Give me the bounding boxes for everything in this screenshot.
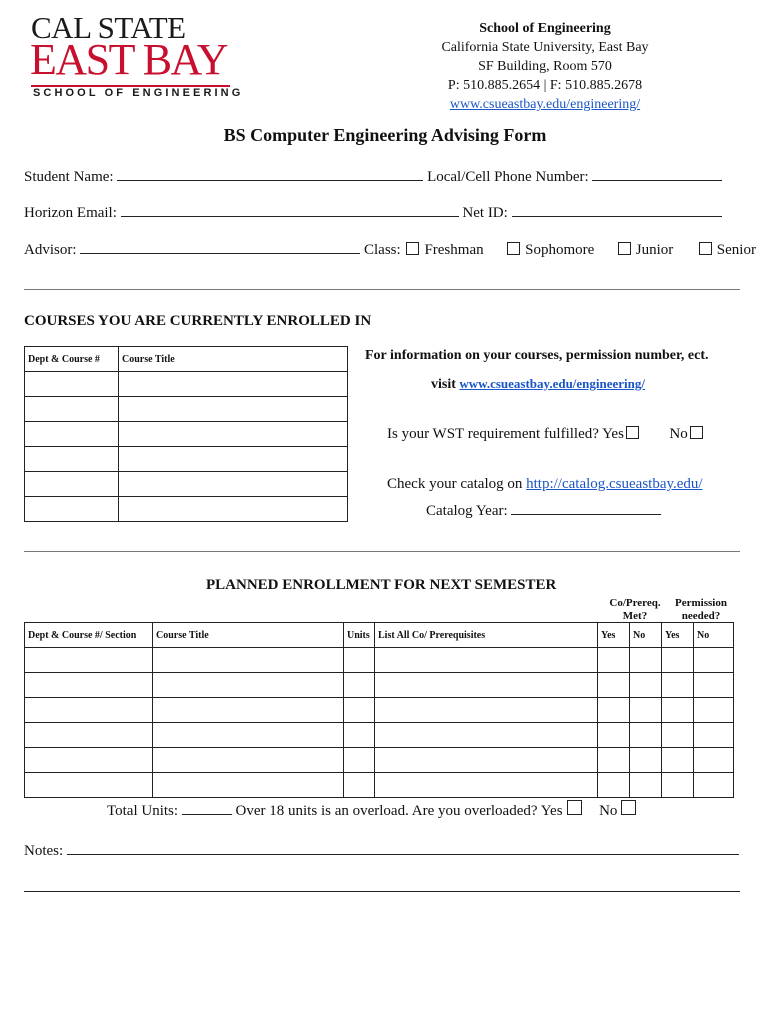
- table-cell[interactable]: [119, 497, 348, 522]
- table-cell[interactable]: [598, 748, 630, 773]
- catalog-year-row: [426, 500, 661, 520]
- logo-school: SCHOOL OF ENGINEERING: [33, 87, 244, 99]
- form-title: BS Computer Engineering Advising Form: [223, 125, 547, 145]
- catalog-row: [387, 476, 703, 493]
- table-cell[interactable]: [25, 698, 153, 723]
- overload-question: Over 18 units is an overload. Are you overloaded? Yes: [235, 803, 563, 819]
- table-cell[interactable]: [598, 773, 630, 798]
- table-cell[interactable]: [630, 723, 662, 748]
- col-course-title: Course Title: [119, 347, 348, 372]
- table-cell[interactable]: [25, 447, 119, 472]
- net-id-field[interactable]: [512, 202, 722, 217]
- table-cell[interactable]: [694, 673, 734, 698]
- table-cell[interactable]: [630, 748, 662, 773]
- coprereq-header: Co/Prereq. Met?: [609, 597, 661, 622]
- planned-heading: PLANNED ENROLLMENT FOR NEXT SEMESTER: [206, 577, 557, 593]
- permission-header: Permission needed?: [675, 597, 727, 622]
- wst-question: Is your WST requirement fulfilled?: [387, 426, 599, 442]
- catalog-label: Check your catalog on: [387, 476, 523, 492]
- table-cell[interactable]: [25, 648, 153, 673]
- col-coprereq-yes: Yes: [598, 623, 630, 648]
- table-cell[interactable]: [344, 773, 375, 798]
- contact-address: SF Building, Room 570: [478, 59, 612, 74]
- total-units-field[interactable]: [182, 800, 232, 815]
- info-courses: For information on your courses, permission number, ect.: [365, 348, 709, 363]
- email-row: [24, 202, 722, 222]
- contact-phone: P: 510.885.2654 | F: 510.885.2678: [447, 78, 643, 93]
- table-cell[interactable]: [694, 773, 734, 798]
- student-name-row: [24, 166, 722, 186]
- table-cell[interactable]: [344, 648, 375, 673]
- table-cell[interactable]: [344, 748, 375, 773]
- contact-block: [410, 19, 680, 114]
- table-cell[interactable]: [25, 673, 153, 698]
- table-cell[interactable]: [119, 397, 348, 422]
- sophomore-label: Sophomore: [525, 242, 595, 258]
- catalog-year-field[interactable]: [511, 500, 661, 515]
- current-courses-heading: COURSES YOU ARE CURRENTLY ENROLLED IN: [24, 313, 372, 329]
- table-cell[interactable]: [25, 372, 119, 397]
- table-cell[interactable]: [662, 723, 694, 748]
- table-cell[interactable]: [662, 648, 694, 673]
- col-course-title: Course Title: [153, 623, 344, 648]
- wst-no-checkbox[interactable]: [690, 426, 703, 439]
- planned-table: [24, 622, 734, 798]
- table-cell[interactable]: [662, 673, 694, 698]
- notes-row: [24, 840, 739, 860]
- net-id-label: Net ID:: [462, 205, 508, 221]
- table-cell[interactable]: [25, 773, 153, 798]
- table-cell[interactable]: [375, 773, 598, 798]
- info-visit: [431, 376, 645, 393]
- contact-link[interactable]: www.csueastbay.edu/engineering/: [449, 97, 641, 112]
- col-coprereq-no: No: [630, 623, 662, 648]
- phone-label: Local/Cell Phone Number:: [427, 169, 589, 185]
- logo-east-bay: EAST BAY: [30, 35, 228, 84]
- table-cell[interactable]: [375, 748, 598, 773]
- table-cell[interactable]: [25, 748, 153, 773]
- notes-label: Notes:: [24, 843, 64, 859]
- senior-label: Senior: [716, 242, 756, 258]
- contact-title: School of Engineering: [479, 21, 611, 36]
- divider: [24, 551, 740, 552]
- info-visit-link[interactable]: www.csueastbay.edu/engineering/: [459, 376, 646, 391]
- table-cell[interactable]: [694, 698, 734, 723]
- table-cell[interactable]: [694, 648, 734, 673]
- table-cell[interactable]: [25, 422, 119, 447]
- table-cell[interactable]: [598, 673, 630, 698]
- table-cell[interactable]: [25, 472, 119, 497]
- table-cell[interactable]: [344, 698, 375, 723]
- table-cell[interactable]: [630, 698, 662, 723]
- table-cell[interactable]: [662, 773, 694, 798]
- col-permission-no: No: [694, 623, 734, 648]
- catalog-year-label: Catalog Year:: [426, 503, 508, 519]
- table-cell[interactable]: [375, 673, 598, 698]
- table-cell[interactable]: [153, 773, 344, 798]
- table-cell[interactable]: [630, 773, 662, 798]
- divider: [24, 289, 740, 290]
- total-units-label: Total Units:: [107, 803, 179, 819]
- notes-line[interactable]: [24, 891, 740, 892]
- table-cell[interactable]: [119, 372, 348, 397]
- table-cell[interactable]: [598, 698, 630, 723]
- overload-yes-checkbox[interactable]: [567, 800, 582, 815]
- table-cell[interactable]: [153, 648, 344, 673]
- table-cell[interactable]: [694, 748, 734, 773]
- catalog-link[interactable]: http://catalog.csueastbay.edu/: [526, 476, 703, 492]
- advisor-row: [24, 239, 756, 259]
- email-label: Horizon Email:: [24, 205, 117, 221]
- col-dept-course: Dept & Course #: [25, 347, 119, 372]
- email-field[interactable]: [121, 202, 459, 217]
- table-cell[interactable]: [25, 723, 153, 748]
- wst-yes-checkbox[interactable]: [626, 426, 639, 439]
- student-name-field[interactable]: [117, 166, 423, 181]
- col-prerequisites: List All Co/ Prerequisites: [375, 623, 598, 648]
- table-cell[interactable]: [598, 723, 630, 748]
- table-cell[interactable]: [153, 698, 344, 723]
- wst-yes-label: Yes: [602, 426, 624, 442]
- table-cell[interactable]: [153, 748, 344, 773]
- table-cell[interactable]: [375, 648, 598, 673]
- table-cell[interactable]: [119, 472, 348, 497]
- phone-field[interactable]: [592, 166, 722, 181]
- table-cell[interactable]: [153, 723, 344, 748]
- student-name-label: Student Name:: [24, 169, 114, 185]
- table-cell[interactable]: [25, 497, 119, 522]
- col-permission-yes: Yes: [662, 623, 694, 648]
- table-cell[interactable]: [694, 723, 734, 748]
- col-dept-course-section: Dept & Course #/ Section: [25, 623, 153, 648]
- senior-checkbox[interactable]: [699, 242, 712, 255]
- notes-field[interactable]: [67, 840, 739, 855]
- info-visit-label: visit: [431, 377, 456, 392]
- table-cell[interactable]: [598, 648, 630, 673]
- table-cell[interactable]: [375, 698, 598, 723]
- contact-university: California State University, East Bay: [441, 40, 649, 55]
- table-cell[interactable]: [153, 673, 344, 698]
- total-units-row: [107, 800, 640, 820]
- advisor-field[interactable]: [80, 239, 360, 254]
- current-courses-table: [24, 346, 348, 522]
- table-cell[interactable]: [25, 397, 119, 422]
- class-label: Class:: [364, 242, 401, 258]
- table-cell[interactable]: [662, 698, 694, 723]
- table-cell[interactable]: [119, 422, 348, 447]
- table-cell[interactable]: [344, 673, 375, 698]
- wst-row: [387, 426, 708, 443]
- col-units: Units: [344, 623, 375, 648]
- advisor-label: Advisor:: [24, 242, 77, 258]
- sophomore-checkbox[interactable]: [507, 242, 520, 255]
- freshman-label: Freshman: [424, 242, 484, 258]
- overload-no-checkbox[interactable]: [621, 800, 636, 815]
- logo-cal-state: CAL STATE: [31, 10, 186, 45]
- overload-no-label: No: [599, 803, 618, 819]
- table-cell[interactable]: [375, 723, 598, 748]
- table-cell[interactable]: [344, 723, 375, 748]
- table-cell[interactable]: [662, 748, 694, 773]
- junior-label: Junior: [635, 242, 674, 258]
- table-cell[interactable]: [630, 673, 662, 698]
- wst-no-label: No: [669, 426, 688, 442]
- table-cell[interactable]: [119, 447, 348, 472]
- table-cell[interactable]: [630, 648, 662, 673]
- freshman-checkbox[interactable]: [406, 242, 419, 255]
- junior-checkbox[interactable]: [618, 242, 631, 255]
